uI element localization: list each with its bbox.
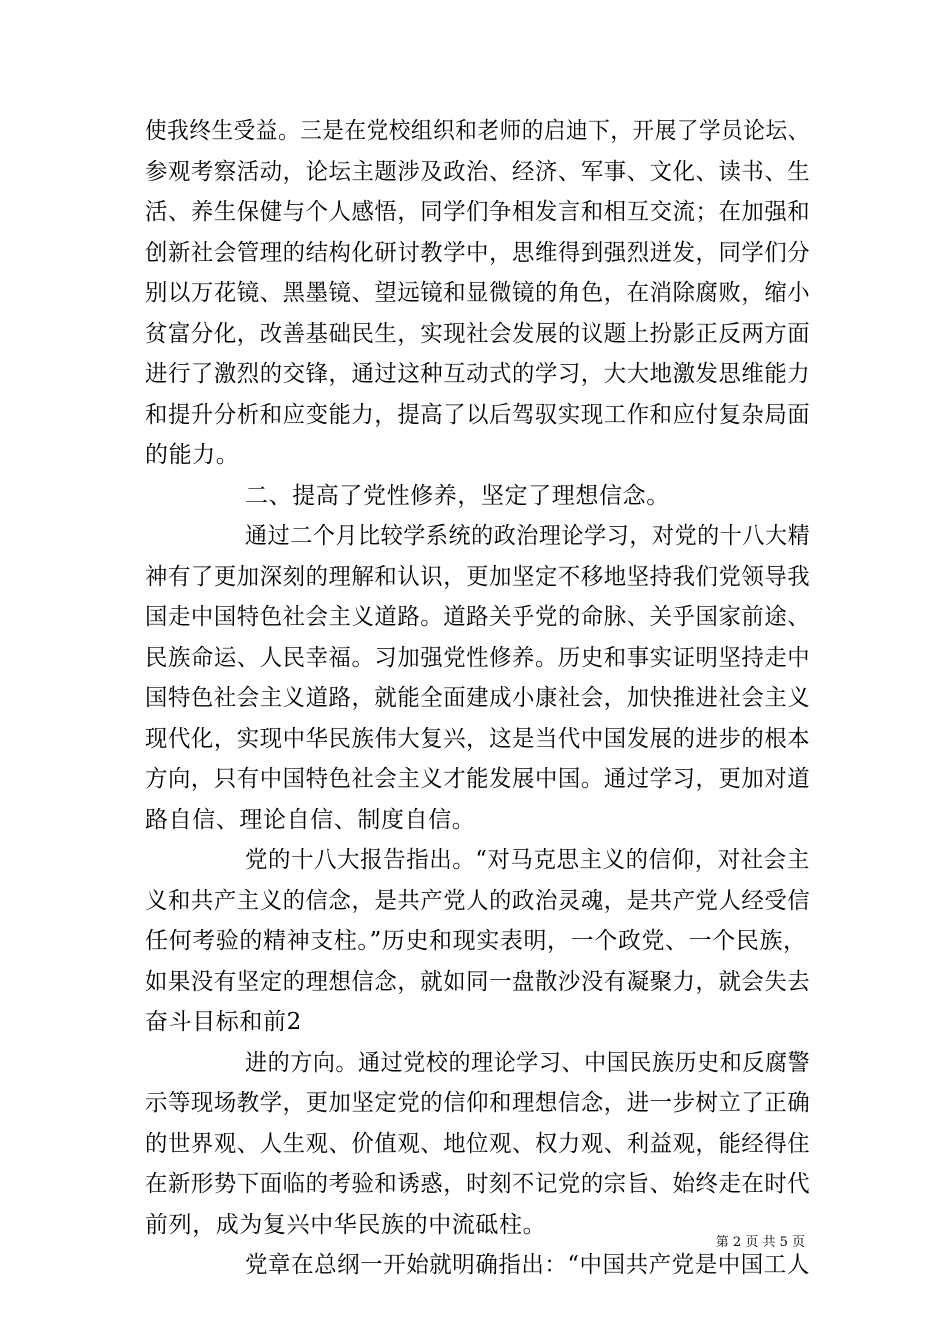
text-line: 任何考验的精神支柱。”历史和现实表明，一个政党、一个民族， [145, 928, 807, 954]
text-line: 进行了激烈的交锋，通过这种互动式的学习，大大地激发思维能力 [145, 361, 811, 387]
text-line: 党的十八大报告指出。“对马克思主义的信仰，对社会主 [245, 847, 810, 873]
text-line: 别以万花镜、黑墨镜、望远镜和显微镜的角色，在消除腐败，缩小 [145, 280, 811, 306]
text-line: 神有了更加深刻的理解和认识，更加坚定不移地坚持我们党领导我 [145, 563, 811, 590]
text-line: 民族命运、人民幸福。习加强党性修养。历史和事实证明坚持走中 [145, 644, 811, 671]
text-line: 现代化，实现中华民族伟大复兴，这是当代中国发展的进步的根本 [145, 725, 811, 752]
text-line: 方向，只有中国特色社会主义才能发展中国。通过学习，更加对道 [145, 766, 811, 792]
text-line: 使我终生受益。三是在党校组织和老师的启迪下，开展了学员论坛、 [145, 118, 810, 144]
page-number-footer: 第 2 页 共 5 页 [715, 1235, 805, 1250]
text-line: 国走中国特色社会主义道路。道路关乎党的命脉、关乎国家前途、 [145, 604, 811, 630]
text-line: 贫富分化，改善基础民生，实现社会发展的议题上扮影正反两方面 [145, 320, 811, 347]
text-line: 路自信、理论自信、制度自信。 [145, 806, 476, 833]
text-line: 创新社会管理的结构化研讨教学中，思维得到强烈迸发，同学们分 [145, 239, 811, 266]
section-heading: 二、提高了党性修养，坚定了理想信念。 [245, 482, 670, 509]
text-line: 奋斗目标和前2 [145, 1009, 302, 1035]
text-line: 党章在总纲一开始就明确指出：“中国共产党是中国工人 [245, 1252, 810, 1278]
text-line: 义和共产主义的信念，是共产党人的政治灵魂，是共产党人经受信 [145, 887, 811, 914]
text-line: 参观考察活动，论坛主题涉及政治、经济、军事、文化、读书、生 [145, 158, 811, 185]
text-line: 的能力。 [145, 442, 240, 468]
text-line: 示等现场教学，更加坚定党的信仰和理想信念，进一步树立了正确 [145, 1090, 811, 1116]
text-line: 如果没有坚定的理想信念，就如同一盘散沙没有凝聚力，就会失去 [145, 968, 811, 995]
text-line: 在新形势下面临的考验和诱惑，时刻不记党的宗旨、始终走在时代 [145, 1171, 811, 1197]
text-line: 活、养生保健与个人感悟，同学们争相发言和相互交流；在加强和 [145, 199, 811, 225]
text-line: 前列，成为复兴中华民族的中流砥柱。 [145, 1211, 547, 1238]
text-line: 的世界观、人生观、价值观、地位观、权力观、利益观，能经得住 [145, 1130, 811, 1157]
text-line: 国特色社会主义道路，就能全面建成小康社会，加快推进社会主义 [145, 685, 811, 711]
text-line: 进的方向。通过党校的理论学习、中国民族历史和反腐警 [245, 1049, 811, 1076]
text-line: 通过二个月比较学系统的政治理论学习，对党的十八大精 [245, 523, 811, 549]
text-line: 和提升分析和应变能力，提高了以后驾驭实现工作和应付复杂局面 [145, 401, 811, 428]
